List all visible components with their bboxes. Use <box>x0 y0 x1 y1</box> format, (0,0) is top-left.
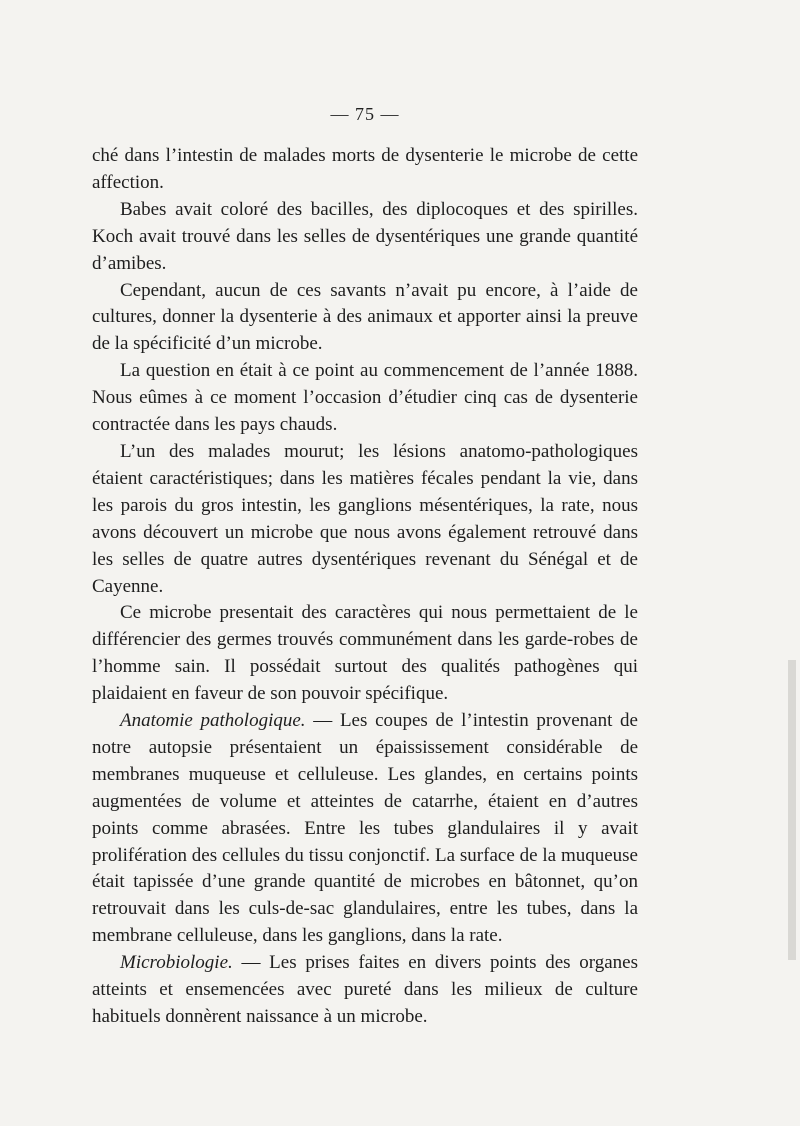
body-text <box>92 143 638 1031</box>
paragraph-2: Babes avait coloré des bacilles, des diplocoques et des spirilles. Koch avait trouvé dans les selles de dysentériques une grande quantité d’amibes. <box>92 198 638 274</box>
paragraph-8-text: — Les prises faites en divers points des organes atteints et ensemencées avec pureté dans les milieux de culture habituels donnèrent naissance à un microbe. <box>92 952 638 1027</box>
section-heading-microbiologie: Microbiologie. <box>120 952 233 974</box>
paragraph-4: La question en était à ce point au commencement de l’année 1888. Nous eûmes à ce moment l’occasion d’étudier cinq cas de dysenterie contractée dans les pays chauds. <box>92 360 638 436</box>
paragraph-3: Cependant, aucun de ces savants n’avait pu encore, à l’aide de cultures, donner la dysenterie à des animaux et apporter ainsi la preuve de la spécificité d’un microbe. <box>92 279 638 355</box>
paragraph-7 <box>92 708 638 950</box>
paragraph-1: ché dans l’intestin de malades morts de dysenterie le microbe de cette affection. <box>92 145 638 193</box>
paragraph-8 <box>92 950 638 1031</box>
paragraph-6: Ce microbe presentait des caractères qui nous permettaient de le différencier des germes trouvés communément dans les garde-robes de l’homme sain. Il possédait surtout des qualités pathogènes qui plaidaient en faveur de son pouvoir spécifique. <box>92 602 638 705</box>
page-edge-shadow <box>788 660 796 960</box>
page-number: — 75 — <box>330 104 400 124</box>
paragraph-5: L’un des malades mourut; les lésions anatomo-pathologiques étaient caractéristiques; dans les matières fécales pendant la vie, dans les parois du gros intestin, les ganglions mésentériques, la rate, nous avons découvert un microbe que nous avons également retrouvé dans les selles de quatre autres dysentériques revenant du Sénégal et de Cayenne. <box>92 440 638 597</box>
section-heading-anatomie: Anatomie pathologique. <box>120 710 306 732</box>
paragraph-7-text: — Les coupes de l’intestin provenant de notre autopsie présentaient un épaississement considérable de membranes muqueuse et celluleuse. Les glandes, en certains points augmentées de volume et atteintes de catarrhe, étaient en d’autres points comme abrasées. Entre les tubes glandulaires il y avait prolifération des cellules du tissu conjonctif. La surface de la muqueuse était tapissée d’une grande quantité de microbes en bâtonnet, qu’on retrouvait dans les culs-de-sac glandulaires, entre les tubes, dans la membrane celluleuse, dans les ganglions, dans la rate. <box>92 710 638 947</box>
